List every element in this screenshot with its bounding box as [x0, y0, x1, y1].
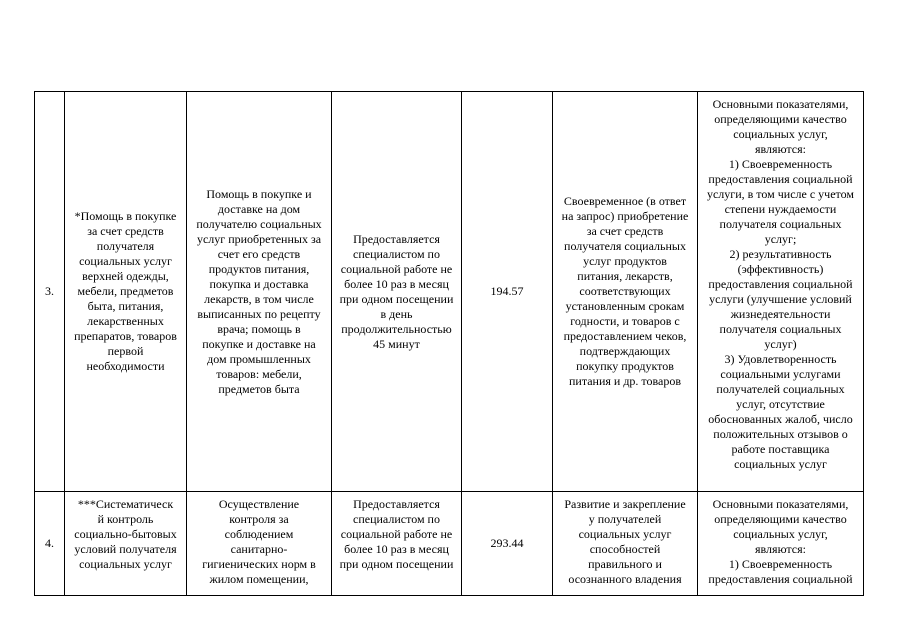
quality-indicators-cell: Основными показателями, определяющими качество социальных услуг, являются: 1) Своевременность предоставления социальной	[698, 492, 864, 596]
row-number: 3.	[35, 92, 65, 492]
provision-conditions-cell: Предоставляется специалистом по социальной работе не более 10 раз в месяц при одном посещении в день продолжительностью 45 минут	[332, 92, 462, 492]
price-cell: 194.57	[462, 92, 553, 492]
quality-indicators-cell: Основными показателями, определяющими качество социальных услуг, являются: 1) Своевременность предоставления социальной услуги, в том числе с учетом степени нуждаемости получателя социальных услуг; 2) результативность (эффективность) предоставления социальной услуги (улучшение условий жизнедеятельности получателя социальных услуг) 3) Удовлетворенность социальными услугами получателей социальных услуг, отсутствие обоснованных жалоб, число положительных отзывов о работе поставщика социальных услуг	[698, 92, 864, 492]
table-row	[35, 92, 864, 492]
table-row	[35, 492, 864, 596]
provision-conditions-cell: Предоставляется специалистом по социальной работе не более 10 раз в месяц при одном посещении	[332, 492, 462, 596]
row-number: 4.	[35, 492, 65, 596]
service-description-cell: Осуществление контроля за соблюдением санитарно- гигиенических норм в жилом помещении,	[187, 492, 332, 596]
price-cell: 293.44	[462, 492, 553, 596]
expected-result-cell: Развитие и закрепление у получателей социальных услуг способностей правильного и осознанного владения	[553, 492, 698, 596]
service-name-cell: ***Систематическ й контроль социально-бытовых условий получателя социальных услуг	[65, 492, 187, 596]
service-description-cell: Помощь в покупке и доставке на дом получателю социальных услуг приобретенных за счет его средств продуктов питания, покупка и доставка лекарств, в том числе выписанных по рецепту врача; помощь в покупке и доставке на дом промышленных товаров: мебели, предметов быта	[187, 92, 332, 492]
expected-result-cell: Своевременное (в ответ на запрос) приобретение за счет средств получателя социальных услуг продуктов питания, лекарств, соответствующих установленным срокам годности, и товаров с предоставлением чеков, подтверждающих покупку продуктов питания и др. товаров	[553, 92, 698, 492]
services-table	[34, 91, 864, 596]
service-name-cell: *Помощь в покупке за счет средств получателя социальных услуг верхней одежды, мебели, предметов быта, питания, лекарственных препаратов, товаров первой необходимости	[65, 92, 187, 492]
